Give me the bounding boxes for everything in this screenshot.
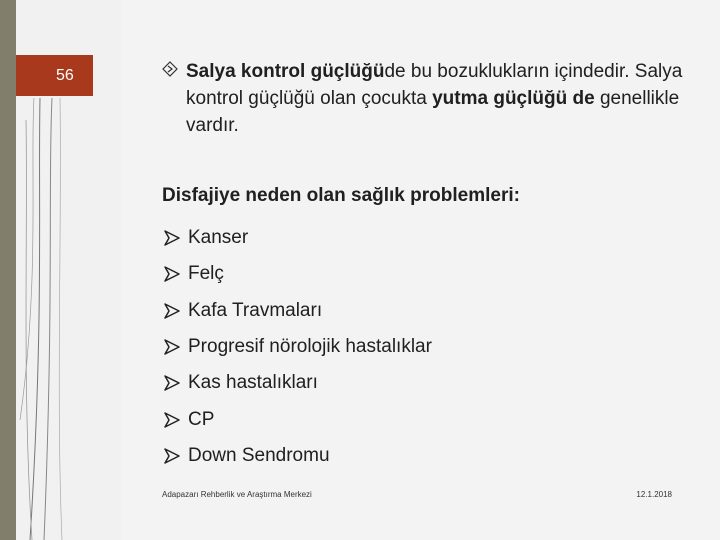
intro-bold-1: Salya kontrol güçlüğü xyxy=(186,61,385,82)
list-item-label: Kas hastalıkları xyxy=(188,372,318,394)
list-item xyxy=(162,401,432,437)
intro-text xyxy=(186,58,702,139)
arrow-bullet-icon xyxy=(162,338,182,356)
intro-normal-2: genellikle vardır. xyxy=(186,88,680,136)
slide-number-tab xyxy=(16,55,93,96)
intro-normal-1: de bu bozuklukların içindedir. Salya kontrol güçlüğü olan çocukta xyxy=(186,61,683,109)
footer-date: 12.1.2018 xyxy=(636,490,672,499)
problem-list xyxy=(162,220,432,474)
arrow-bullet-icon xyxy=(162,229,182,247)
slide-number: 56 xyxy=(56,66,74,84)
list-item-label: Progresif nörolojik hastalıklar xyxy=(188,336,432,358)
arrow-bullet-icon xyxy=(162,302,182,320)
list-item xyxy=(162,438,432,474)
list-item xyxy=(162,293,432,329)
arrow-bullet-icon xyxy=(162,374,182,392)
intro-bold-2: yutma güçlüğü de xyxy=(432,88,595,109)
list-item xyxy=(162,365,432,401)
list-item xyxy=(162,256,432,292)
list-item xyxy=(162,329,432,365)
section-heading: Disfajiye neden olan sağlık problemleri: xyxy=(162,185,520,206)
intro-paragraph xyxy=(162,58,702,139)
intro-row xyxy=(162,58,702,139)
diamond-bullet-icon xyxy=(162,61,178,77)
list-item xyxy=(162,220,432,256)
footer-organization: Adapazarı Rehberlik ve Araştırma Merkezi xyxy=(162,490,312,499)
arrow-bullet-icon xyxy=(162,411,182,429)
list-item-label: Kafa Travmaları xyxy=(188,299,323,321)
list-item-label: Kanser xyxy=(188,227,249,249)
arrow-bullet-icon xyxy=(162,447,182,465)
list-item-label: Felç xyxy=(188,263,224,285)
list-item-label: Down Sendromu xyxy=(188,444,330,466)
list-item-label: CP xyxy=(188,408,215,430)
arrow-bullet-icon xyxy=(162,265,182,283)
